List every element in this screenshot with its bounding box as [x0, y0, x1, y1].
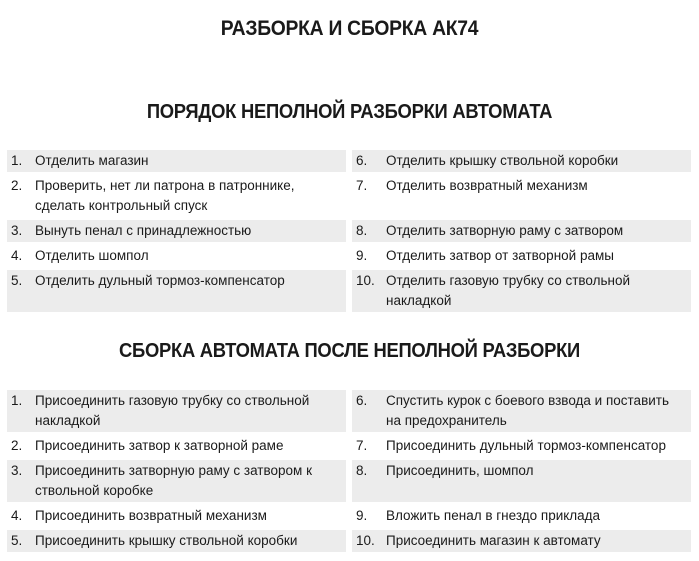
disassembly-steps-table	[7, 150, 691, 315]
table-row	[7, 150, 691, 172]
step-cell	[7, 530, 346, 552]
table-row	[7, 175, 691, 217]
step-number: 1.	[11, 393, 23, 408]
step-number: 8.	[356, 223, 368, 238]
step-number: 6.	[356, 393, 368, 408]
step-cell	[7, 390, 346, 432]
step-number: 2.	[11, 178, 23, 193]
step-number: 9.	[356, 508, 368, 523]
step-cell	[7, 435, 346, 457]
step-number: 10.	[356, 273, 375, 288]
step-text: Отделить затворную раму с затвором	[386, 223, 624, 238]
step-text: Присоединить возвратный механизм	[35, 508, 267, 523]
step-text: Отделить магазин	[35, 153, 149, 168]
step-number: 1.	[11, 153, 23, 168]
step-text: Присоединить газовую трубку со ствольной накладкой	[35, 393, 310, 428]
step-cell	[352, 220, 691, 242]
table-row	[7, 390, 691, 432]
step-cell	[7, 505, 346, 527]
page-title: РАЗБОРКА И СБОРКА АК74	[220, 17, 479, 40]
step-number: 8.	[356, 463, 368, 478]
step-cell	[7, 460, 346, 502]
step-cell	[352, 150, 691, 172]
disassembly-heading: ПОРЯДОК НЕПОЛНОЙ РАЗБОРКИ АВТОМАТА	[146, 101, 553, 123]
step-cell	[352, 175, 691, 217]
step-number: 4.	[11, 508, 23, 523]
step-text: Отделить шомпол	[35, 248, 149, 263]
step-text: Спустить курок с боевого взвода и поставить на предохранитель	[386, 393, 669, 428]
step-text: Присоединить крышку ствольной коробки	[35, 533, 298, 548]
table-row	[7, 270, 691, 312]
step-text: Отделить газовую трубку со ствольной накладкой	[386, 273, 631, 308]
table-row	[7, 530, 691, 552]
step-number: 7.	[356, 438, 368, 453]
step-cell	[352, 530, 691, 552]
step-cell	[352, 460, 691, 502]
step-number: 5.	[11, 533, 23, 548]
step-number: 6.	[356, 153, 368, 168]
step-text: Проверить, нет ли патрона в патроннике, сделать контрольный спуск	[35, 178, 295, 213]
step-text: Вынуть пенал с принадлежностью	[35, 223, 252, 238]
step-text: Присоединить, шомпол	[386, 463, 534, 478]
step-cell	[352, 505, 691, 527]
assembly-heading: СБОРКА АВТОМАТА ПОСЛЕ НЕПОЛНОЙ РАЗБОРКИ	[118, 340, 581, 362]
table-row	[7, 505, 691, 527]
table-row	[7, 460, 691, 502]
step-number: 3.	[11, 223, 23, 238]
step-number: 9.	[356, 248, 368, 263]
step-cell	[352, 435, 691, 457]
step-text: Вложить пенал в гнездо приклада	[386, 508, 601, 523]
step-text: Присоединить дульный тормоз-компенсатор	[386, 438, 666, 453]
step-cell	[7, 150, 346, 172]
step-text: Присоединить затворную раму с затвором к ствольной коробке	[35, 463, 312, 498]
step-cell	[7, 245, 346, 267]
table-row	[7, 220, 691, 242]
step-text: Отделить затвор от затворной рамы	[386, 248, 614, 263]
step-cell	[352, 390, 691, 432]
step-text: Присоединить затвор к затворной раме	[35, 438, 284, 453]
step-number: 7.	[356, 178, 368, 193]
step-text: Отделить крышку ствольной коробки	[386, 153, 619, 168]
step-number: 5.	[11, 273, 23, 288]
step-text: Отделить возвратный механизм	[386, 178, 588, 193]
step-cell	[7, 270, 346, 312]
step-number: 2.	[11, 438, 23, 453]
step-text: Присоединить магазин к автомату	[386, 533, 601, 548]
step-number: 10.	[356, 533, 375, 548]
step-number: 4.	[11, 248, 23, 263]
table-row	[7, 245, 691, 267]
table-row	[7, 435, 691, 457]
step-text: Отделить дульный тормоз-компенсатор	[35, 273, 285, 288]
step-number: 3.	[11, 463, 23, 478]
step-cell	[7, 175, 346, 217]
step-cell	[352, 245, 691, 267]
step-cell	[7, 220, 346, 242]
step-cell	[352, 270, 691, 312]
assembly-steps-table	[7, 390, 691, 555]
